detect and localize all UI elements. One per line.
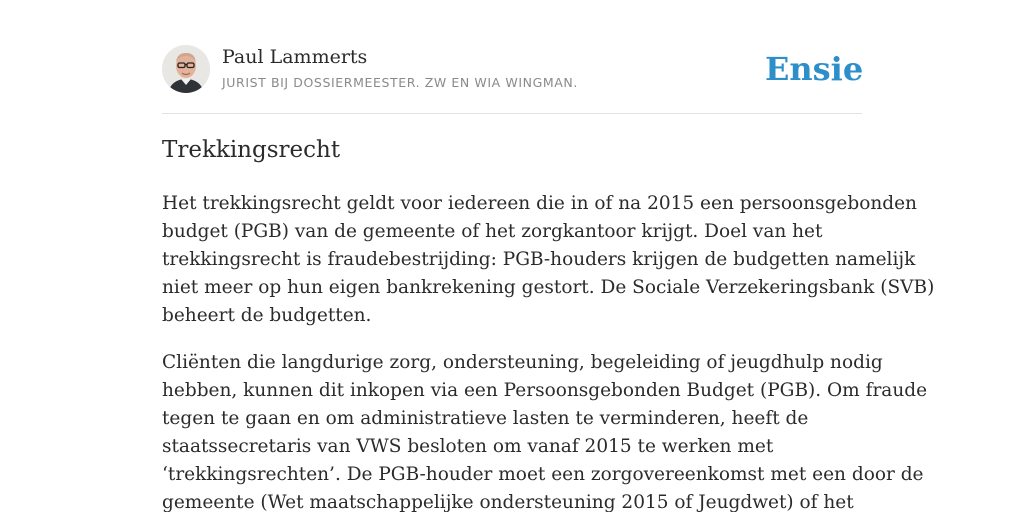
paragraph-line: trekkingsrecht is fraudebestrijding: PGB-houders krijgen de budgetten namelijk <box>162 249 916 270</box>
paragraph-line: tegen te gaan en om administratieve lasten te verminderen, heeft de <box>162 408 809 429</box>
paragraph-line: hebben, kunnen dit inkopen via een Persoonsgebonden Budget (PGB). Om fraude <box>162 380 928 401</box>
paragraph-line: Cliënten die langdurige zorg, ondersteuning, begeleiding of jeugdhulp nodig <box>162 352 883 373</box>
paragraph-line: ‘trekkingsrechten’. De PGB-houder moet een zorgovereenkomst met een door de <box>162 464 924 485</box>
paragraph-line: staatssecretaris van VWS besloten om vanaf 2015 te werken met <box>162 436 774 457</box>
paragraph-line: Het trekkingsrecht geldt voor iedereen die in of na 2015 een persoonsgebonden <box>162 193 917 214</box>
paragraph-line: budget (PGB) van de gemeente of het zorgkantoor krijgt. Doel van het <box>162 221 823 242</box>
article-title: Trekkingsrecht <box>162 137 341 163</box>
paragraph-line: beheert de budgetten. <box>162 305 372 326</box>
author-avatar[interactable] <box>162 45 210 93</box>
paragraph-line: gemeente (Wet maatschappelijke ondersteuning 2015 of Jeugdwet) of het <box>162 492 854 512</box>
author-bio: JURIST BIJ DOSSIERMEESTER. ZW EN WIA WINGMAN. <box>222 75 578 90</box>
paragraph-line: niet meer op hun eigen bankrekening gestort. De Sociale Verzekeringsbank (SVB) <box>162 277 935 298</box>
author-name[interactable]: Paul Lammerts <box>222 46 368 68</box>
ensie-logo[interactable]: Ensie <box>765 50 864 88</box>
article-paragraph <box>162 349 928 512</box>
article-paragraph <box>162 190 935 330</box>
person-photo-icon <box>162 45 210 93</box>
header-divider <box>162 113 862 114</box>
